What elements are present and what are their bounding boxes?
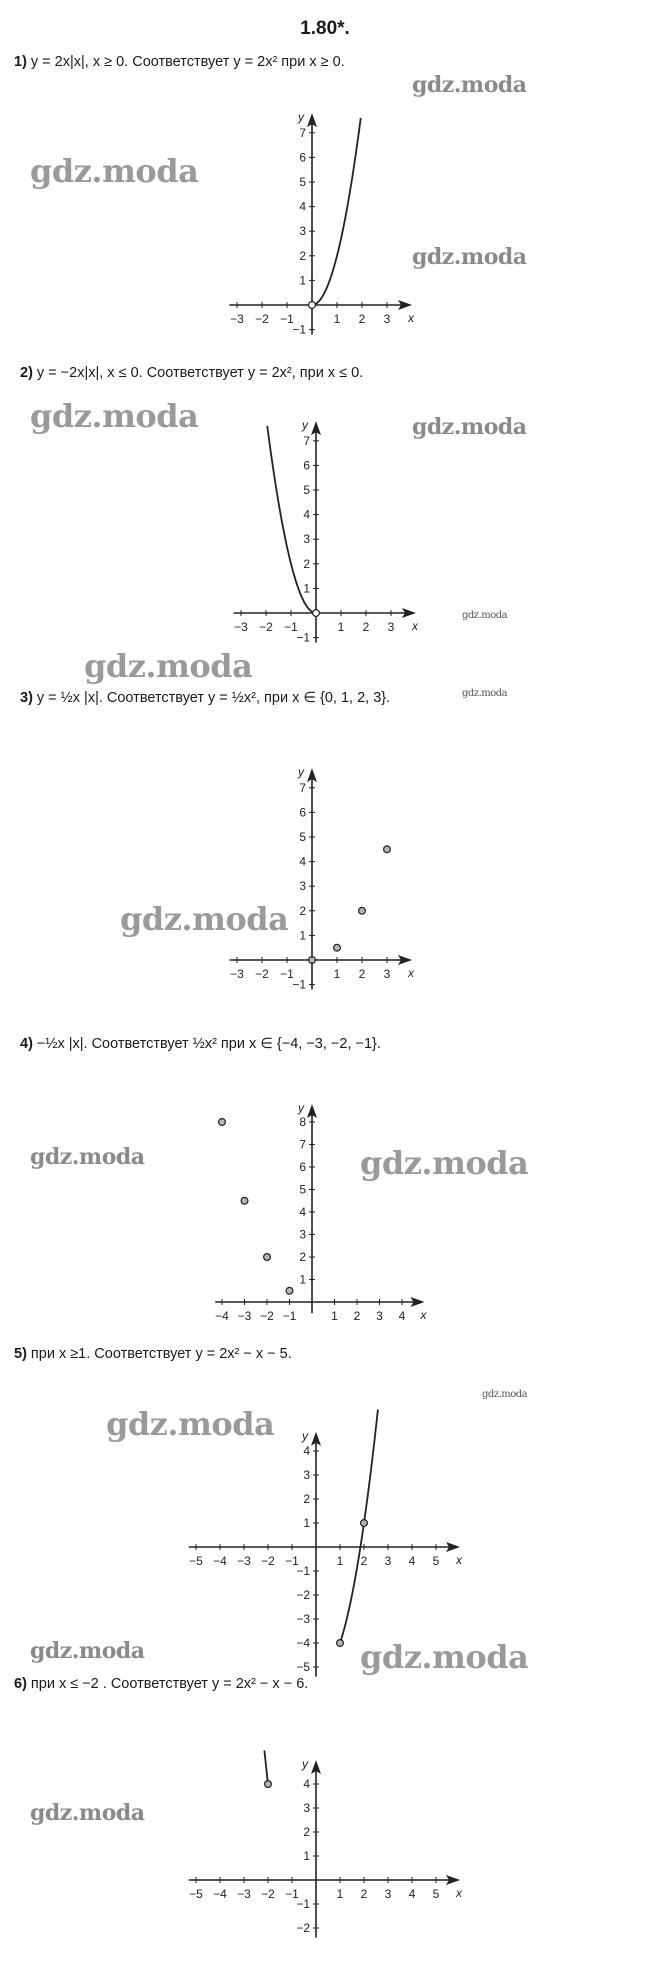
y-tick-label: 1	[303, 581, 310, 596]
x-tick-label: 3	[383, 312, 391, 326]
x-tick-label: −4	[213, 1887, 227, 1901]
x-tick-label: −4	[215, 1309, 229, 1323]
y-tick-label: 2	[299, 248, 306, 263]
y-tick-label: 7	[299, 780, 306, 795]
y-tick-label: 3	[299, 879, 306, 894]
problem-number: 2)	[20, 365, 33, 381]
x-tick-label: −3	[237, 1309, 252, 1323]
x-axis-label: x	[408, 966, 414, 980]
x-tick-label: 4	[398, 1309, 406, 1323]
x-tick-label: 3	[384, 1887, 392, 1901]
y-tick-label: 4	[299, 199, 306, 214]
x-tick-label: 1	[331, 1309, 338, 1323]
x-tick-label: −2	[260, 1309, 274, 1323]
x-axis-label: x	[456, 1886, 462, 1900]
problem-text: y = ½x |x|. Соответствует y = ½x², при x ∈ {0, 1, 2, 3}.	[36, 690, 391, 706]
data-point	[309, 957, 316, 964]
x-tick-label: 2	[360, 1887, 368, 1901]
x-tick-label: −3	[234, 620, 248, 634]
y-tick-label: −1	[292, 977, 306, 992]
x-tick-label: −3	[230, 312, 244, 326]
y-tick-label: 3	[303, 532, 310, 547]
x-tick-label: −1	[285, 1554, 299, 1568]
x-tick-label: 3	[387, 620, 395, 634]
watermark: gdz.moda	[106, 1405, 275, 1443]
data-point	[265, 1781, 272, 1788]
watermark: gdz.moda	[84, 647, 253, 685]
y-axis-label: y	[302, 418, 308, 433]
x-tick-label: 3	[376, 1309, 383, 1323]
x-tick-label: 3	[383, 967, 391, 981]
x-tick-label: −3	[230, 967, 244, 981]
y-tick-label: −1	[296, 1564, 310, 1578]
y-tick-label: 7	[299, 1137, 306, 1152]
y-tick-label: 8	[299, 1115, 306, 1129]
data-point	[359, 907, 366, 914]
x-tick-label: 1	[333, 312, 341, 326]
y-axis-label: y	[298, 1101, 304, 1115]
y-tick-label: 2	[299, 1250, 306, 1264]
data-point	[309, 302, 316, 309]
y-tick-label: 4	[299, 1205, 306, 1219]
y-axis-label: y	[298, 765, 304, 780]
x-axis-label: x	[408, 311, 414, 325]
x-tick-label: 2	[358, 967, 366, 981]
x-tick-label: −2	[261, 1887, 275, 1901]
y-tick-label: 7	[303, 433, 310, 448]
x-axis-label: x	[412, 619, 418, 633]
watermark: gdz.moda	[462, 610, 508, 621]
y-tick-label: 6	[303, 458, 310, 473]
x-tick-label: 5	[432, 1554, 440, 1568]
problem-text: при x ≥1. Соответствует y = 2x² − x − 5.	[30, 1346, 292, 1362]
y-tick-label: 2	[303, 556, 310, 571]
x-tick-label: 4	[408, 1554, 416, 1568]
y-tick-label: 5	[299, 830, 306, 844]
x-tick-label: 1	[336, 1887, 344, 1901]
curve	[264, 1751, 268, 1784]
x-tick-label: −3	[237, 1887, 251, 1901]
x-tick-label: −5	[189, 1887, 203, 1901]
problem-number: 3)	[20, 690, 33, 706]
x-tick-label: −5	[189, 1554, 203, 1568]
x-tick-label: 5	[432, 1887, 440, 1901]
problem-text: y = −2x|x|, x ≤ 0. Соответствует y = 2x², при x ≤ 0.	[36, 365, 364, 381]
y-tick-label: 2	[303, 1492, 310, 1506]
x-axis-label: x	[420, 1308, 427, 1322]
problem-text: −½x |x|. Соответствует ½x² при x ∈ {−4, −3, −2, −1}.	[36, 1036, 381, 1052]
watermark: gdz.moda	[412, 414, 527, 440]
watermark: gdz.moda	[462, 688, 508, 699]
x-tick-label: −1	[285, 1887, 299, 1901]
y-tick-label: 5	[303, 483, 310, 497]
x-tick-label: −1	[280, 967, 294, 981]
y-axis-label: y	[298, 110, 304, 125]
x-tick-label: −1	[284, 620, 298, 634]
watermark: gdz.moda	[360, 1144, 529, 1182]
y-axis-label: y	[302, 1428, 308, 1443]
watermark: gdz.moda	[120, 900, 289, 938]
y-tick-label: 1	[303, 1849, 310, 1863]
x-tick-label: −2	[261, 1554, 275, 1568]
y-tick-label: 4	[303, 507, 310, 522]
x-tick-label: 2	[358, 312, 366, 326]
watermark: gdz.moda	[360, 1638, 529, 1676]
problem-text: y = 2x|x|, x ≥ 0. Соответствует y = 2x² при x ≥ 0.	[30, 54, 345, 70]
y-tick-label: 2	[303, 1825, 310, 1839]
problem-number: 5)	[14, 1346, 27, 1362]
x-axis-label: x	[456, 1553, 462, 1567]
problem-text: при x ≤ −2 . Соответствует y = 2x² − x − 6.	[30, 1676, 309, 1692]
y-tick-label: 6	[299, 150, 306, 165]
problem-number: 1)	[14, 54, 27, 70]
x-tick-label: 1	[336, 1554, 344, 1568]
watermark: gdz.moda	[30, 1638, 145, 1664]
data-point	[286, 1287, 293, 1294]
y-tick-label: 4	[303, 1444, 310, 1458]
y-axis-label: y	[302, 1757, 308, 1771]
curve	[312, 118, 361, 305]
x-tick-label: −2	[259, 620, 273, 634]
watermark: gdz.moda	[30, 152, 199, 190]
curve	[340, 1409, 378, 1643]
y-tick-label: 1	[303, 1516, 310, 1530]
page-title: 1.80*.	[300, 18, 350, 39]
y-tick-label: −3	[296, 1612, 310, 1626]
watermark: gdz.moda	[412, 244, 527, 270]
data-point	[241, 1197, 248, 1204]
x-tick-label: 2	[353, 1309, 361, 1323]
y-tick-label: 4	[299, 854, 306, 869]
problem-number: 4)	[20, 1036, 33, 1052]
x-tick-label: 2	[360, 1554, 368, 1568]
x-tick-label: 3	[384, 1554, 392, 1568]
y-tick-label: 5	[299, 175, 306, 189]
data-point	[384, 846, 391, 853]
y-tick-label: 1	[299, 1272, 306, 1287]
y-tick-label: 3	[303, 1468, 310, 1482]
y-tick-label: 7	[299, 125, 306, 140]
y-tick-label: 3	[299, 1227, 306, 1242]
y-tick-label: 2	[299, 903, 306, 918]
x-tick-label: −1	[280, 312, 294, 326]
watermark: gdz.moda	[482, 1389, 528, 1400]
x-tick-label: 1	[333, 967, 341, 981]
data-point	[361, 1520, 368, 1527]
y-tick-label: −2	[296, 1921, 310, 1935]
x-tick-label: −4	[213, 1554, 227, 1568]
y-tick-label: −1	[292, 322, 306, 337]
data-point	[334, 944, 341, 951]
x-tick-label: 2	[362, 620, 370, 634]
y-tick-label: −2	[296, 1588, 310, 1602]
problem-number: 6)	[14, 1676, 27, 1692]
y-tick-label: 3	[303, 1801, 310, 1815]
y-tick-label: 1	[299, 273, 306, 288]
x-tick-label: −3	[237, 1554, 251, 1568]
data-point	[337, 1640, 344, 1647]
y-tick-label: 4	[303, 1777, 310, 1791]
y-tick-label: −5	[296, 1660, 310, 1674]
x-tick-label: 4	[408, 1887, 416, 1901]
y-tick-label: 6	[299, 805, 306, 820]
y-tick-label: 1	[299, 928, 306, 943]
data-point	[264, 1254, 271, 1261]
y-tick-label: −4	[296, 1636, 310, 1650]
y-tick-label: −1	[296, 630, 310, 645]
watermark: gdz.moda	[30, 1144, 145, 1170]
watermark: gdz.moda	[412, 72, 527, 98]
x-tick-label: −1	[282, 1309, 297, 1323]
watermark: gdz.moda	[30, 397, 199, 435]
y-tick-label: 3	[299, 224, 306, 239]
data-point	[313, 610, 320, 617]
x-tick-label: −2	[255, 312, 269, 326]
x-tick-label: −2	[255, 967, 269, 981]
x-tick-label: 1	[337, 620, 345, 634]
data-point	[219, 1119, 226, 1126]
y-tick-label: −1	[296, 1897, 310, 1911]
watermark: gdz.moda	[30, 1800, 145, 1826]
y-tick-label: 5	[299, 1182, 306, 1197]
y-tick-label: 6	[299, 1160, 306, 1174]
